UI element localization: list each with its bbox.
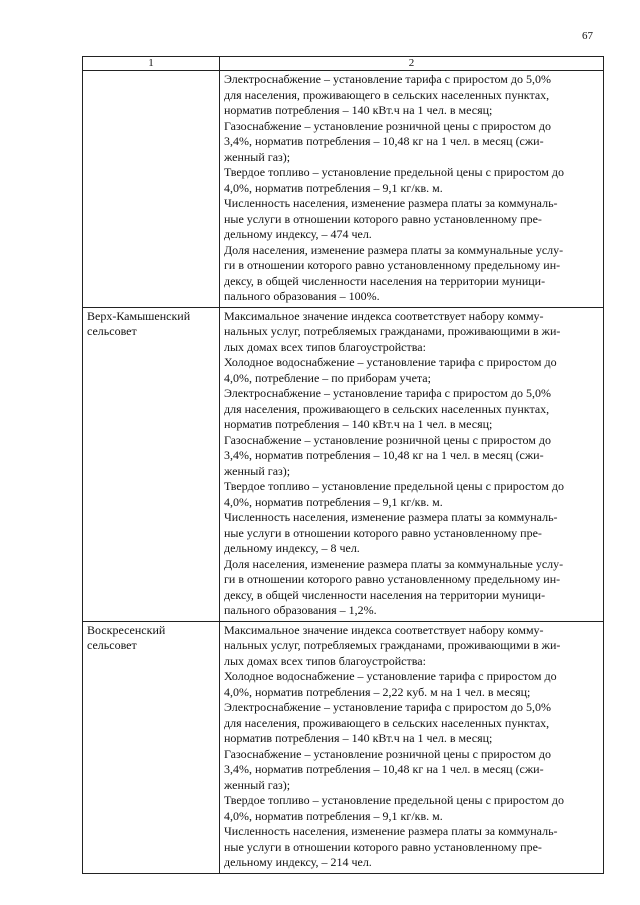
description-line: Доля населения, изменение размера платы за коммунальные услу-	[224, 556, 564, 571]
description-line: женный газ);	[224, 777, 291, 792]
description-line: Электроснабжение – установление тарифа с приростом до 5,0%	[224, 700, 551, 714]
description-line: Численность населения, изменение размера платы за коммуналь-	[224, 196, 558, 210]
description-line: пального образования – 100%.	[224, 289, 380, 303]
description-line: Твердое топливо – установление предельной цены с приростом до	[224, 793, 564, 807]
description-line: пального образования – 1,2%.	[224, 603, 377, 617]
description-line: 3,4%, норматив потребления – 10,48 кг на 1 чел. в месяц (сжи-	[224, 448, 544, 462]
municipality-name: Верх-Камышенский сельсовет	[83, 307, 220, 621]
description-line: дексу, в общей численности населения на территории муници-	[224, 273, 546, 288]
description-line: 4,0%, норматив потребления – 9,1 кг/кв. м.	[224, 180, 443, 195]
municipality-name: Воскресенский сельсовет	[83, 621, 220, 873]
description-line: ные услуги в отношении которого равно установленному пре-	[224, 211, 542, 226]
description-line: дельному индексу, – 8 чел.	[224, 541, 360, 555]
document-table	[82, 56, 604, 874]
description-line: Газоснабжение – установление розничной цены с приростом до	[224, 432, 551, 447]
description-line: женный газ);	[224, 149, 291, 164]
description-line: лых домах всех типов благоустройства:	[224, 653, 426, 668]
description-line: Газоснабжение – установление розничной цены с приростом до	[224, 746, 551, 761]
description-line: норматив потребления – 140 кВт.ч на 1 чел. в месяц;	[224, 417, 493, 431]
description-line: Максимальное значение индекса соответствует набору комму-	[224, 622, 544, 637]
index-description	[220, 307, 604, 621]
description-line: ги в отношении которого равно установленному предельному ин-	[224, 572, 561, 586]
table-row	[83, 71, 604, 308]
header-col-2: 2	[220, 57, 604, 71]
description-line: Твердое топливо – установление предельной цены с приростом до	[224, 479, 564, 493]
description-line: 4,0%, норматив потребления – 9,1 кг/кв. м.	[224, 808, 443, 823]
description-line: ги в отношении которого равно установленному предельному ин-	[224, 258, 561, 272]
description-line: ные услуги в отношении которого равно установленному пре-	[224, 525, 542, 540]
index-description	[220, 71, 604, 308]
table-row	[83, 621, 604, 873]
description-line: для населения, проживающего в сельских населенных пунктах,	[224, 401, 550, 416]
description-line: Доля населения, изменение размера платы за коммунальные услу-	[224, 242, 564, 257]
description-line: для населения, проживающего в сельских населенных пунктах,	[224, 87, 550, 102]
index-description	[220, 621, 604, 873]
description-line: лых домах всех типов благоустройства:	[224, 339, 426, 354]
description-line: Холодное водоснабжение – установление тарифа с приростом до	[224, 355, 557, 369]
description-line: 3,4%, норматив потребления – 10,48 кг на 1 чел. в месяц (сжи-	[224, 134, 544, 148]
description-line: Максимальное значение индекса соответствует набору комму-	[224, 308, 544, 323]
description-line: дельному индексу, – 474 чел.	[224, 227, 372, 241]
description-line: Численность населения, изменение размера платы за коммуналь-	[224, 510, 558, 524]
header-col-1: 1	[83, 57, 220, 71]
description-line: дельному индексу, – 214 чел.	[224, 855, 372, 869]
description-line: Холодное водоснабжение – установление тарифа с приростом до	[224, 669, 557, 683]
description-line: 4,0%, потребление – по приборам учета;	[224, 370, 431, 385]
table-header-row	[83, 57, 604, 71]
description-line: Газоснабжение – установление розничной цены с приростом до	[224, 118, 551, 133]
description-line: дексу, в общей численности населения на территории муници-	[224, 587, 546, 602]
description-line: 3,4%, норматив потребления – 10,48 кг на 1 чел. в месяц (сжи-	[224, 762, 544, 776]
description-line: 4,0%, норматив потребления – 9,1 кг/кв. м.	[224, 494, 443, 509]
description-line: норматив потребления – 140 кВт.ч на 1 чел. в месяц;	[224, 731, 493, 745]
description-line: Электроснабжение – установление тарифа с приростом до 5,0%	[224, 386, 551, 400]
description-line: Численность населения, изменение размера платы за коммуналь-	[224, 824, 558, 838]
municipality-name	[83, 71, 220, 308]
table-row	[83, 307, 604, 621]
description-line: 4,0%, норматив потребления – 2,22 куб. м на 1 чел. в месяц;	[224, 684, 531, 699]
description-line: ные услуги в отношении которого равно установленному пре-	[224, 839, 542, 854]
description-line: норматив потребления – 140 кВт.ч на 1 чел. в месяц;	[224, 103, 493, 117]
description-line: нальных услуг, потребляемых гражданами, проживающими в жи-	[224, 638, 561, 652]
description-line: нальных услуг, потребляемых гражданами, проживающими в жи-	[224, 324, 561, 338]
description-line: для населения, проживающего в сельских населенных пунктах,	[224, 715, 550, 730]
description-line: женный газ);	[224, 463, 291, 478]
description-line: Твердое топливо – установление предельной цены с приростом до	[224, 165, 564, 179]
page-number: 67	[582, 30, 593, 42]
description-line: Электроснабжение – установление тарифа с приростом до 5,0%	[224, 72, 551, 86]
